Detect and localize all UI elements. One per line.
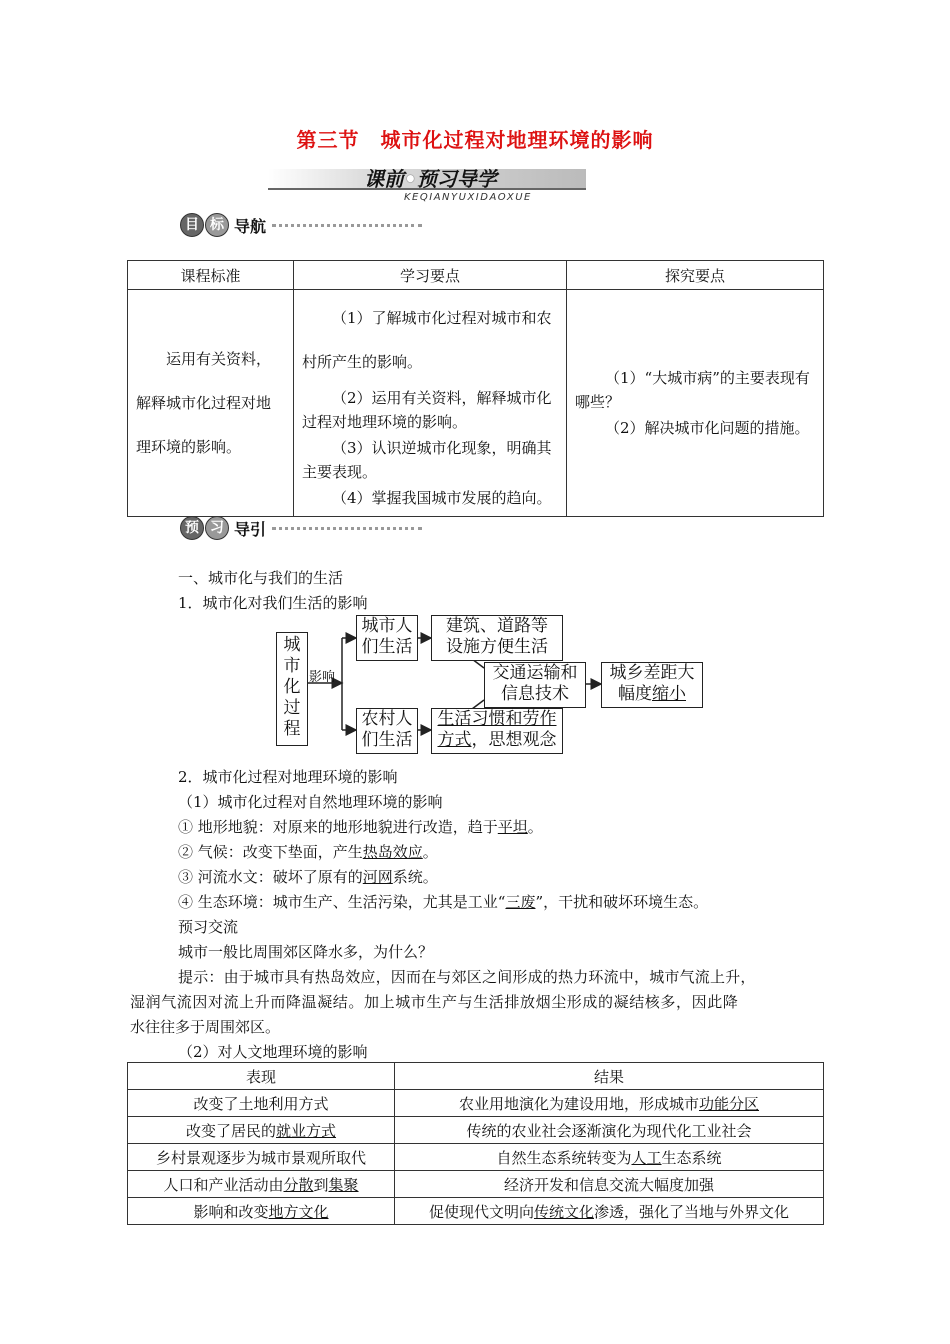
urban-life-box: 城市人们生活	[356, 615, 418, 661]
learning-point: （4）掌握我国城市发展的趋向。	[332, 489, 552, 507]
table-header-row	[128, 261, 824, 290]
learning-point: （1）了解城市化过程对城市和农村所产生的影响。	[302, 309, 552, 371]
tech-box	[484, 662, 586, 708]
process-box	[276, 632, 308, 746]
explore-point: （1）“大城市病”的主要表现有哪些？	[575, 369, 810, 411]
explore-point: （2）解决城市化问题的措施。	[605, 419, 810, 437]
banner-dot: •	[404, 167, 417, 191]
table-cell	[395, 1144, 824, 1171]
cell-text-end: 渗透，强化了当地与外界文化	[594, 1202, 790, 1221]
cell-text: 农业用地演化为建设用地，形成城市	[458, 1094, 699, 1113]
section-preview-guide	[180, 513, 422, 543]
banner-title-a: 课前	[364, 167, 404, 191]
rural-effect-b2: ，思想观念	[471, 730, 557, 750]
table-row	[128, 1144, 824, 1171]
section-badge: 目	[180, 213, 204, 237]
standard-cell	[128, 290, 294, 517]
list-item	[178, 841, 438, 862]
table-cell	[395, 1117, 824, 1144]
section-label: 导引	[234, 519, 267, 539]
cell-text: 乡村景观逐步为城市景观所取代	[155, 1148, 366, 1167]
list-item	[178, 891, 708, 912]
learning-point: （2）运用有关资料，解释城市化过程对地理环境的影响。	[302, 389, 552, 431]
cell-answer: 传统文化	[533, 1202, 594, 1221]
heading-life-impact: 1．城市化对我们生活的影响	[178, 594, 368, 612]
human-impact-table	[127, 1062, 824, 1225]
subheading-natural: （1）城市化过程对自然地理环境的影响	[178, 793, 443, 811]
cell-text: 改变了居民的	[185, 1121, 276, 1140]
heading-urbanization-life: 一、城市化与我们的生活	[178, 569, 344, 587]
result-b1: 幅度	[618, 684, 652, 704]
urban-effect-b: 设施方便生活	[446, 637, 548, 657]
cell-answer: 集聚	[328, 1175, 359, 1194]
cell-text: 改变了土地利用方式	[193, 1094, 329, 1113]
rural-effect-a1: 生活习惯和	[437, 709, 523, 729]
section-target-nav	[180, 210, 422, 240]
item-answer: 河网	[362, 868, 393, 886]
table-header: 课程标准	[128, 261, 294, 290]
cell-text: 影响和改变	[193, 1202, 269, 1221]
table-header: 探究要点	[567, 261, 824, 290]
cell-answer: 就业方式	[276, 1121, 337, 1140]
rural-effect-box	[431, 708, 563, 754]
question-text: 城市一般比周围郊区降水多，为什么？	[178, 943, 434, 961]
cell-text: 经济开发和信息交流大幅度加强	[503, 1175, 714, 1194]
cell-text: 促使现代文明向	[428, 1202, 534, 1221]
cell-answer: 功能分区	[699, 1094, 760, 1113]
table-row	[128, 1117, 824, 1144]
table-cell	[395, 1198, 824, 1225]
item-text: ③ 河流水文：破坏了原有的	[178, 868, 363, 886]
cell-text-mid: 到	[313, 1175, 329, 1194]
heading-env-impact: 2．城市化过程对地理环境的影响	[178, 768, 398, 786]
section-banner	[268, 163, 586, 203]
tech-b: 信息技术	[501, 684, 569, 704]
rural-effect-b1: 方式	[437, 730, 472, 750]
exchange-title: 预习交流	[178, 918, 239, 936]
table-row	[128, 1090, 824, 1117]
banner-pinyin: KEQIANYUXIDAOXUE	[404, 192, 532, 203]
section-badge: 习	[205, 516, 229, 540]
tech-a: 交通运输和	[492, 663, 578, 683]
item-text-end: 系统。	[392, 868, 438, 886]
urban-effect-box	[431, 615, 563, 661]
list-item	[178, 816, 543, 837]
table-row	[128, 1171, 824, 1198]
item-text: ④ 生态环境：城市生产、生活污染，尤其是工业“	[178, 893, 506, 911]
standard-text: 运用有关资料，解释城市化过程对地理环境的影响。	[136, 350, 272, 456]
cell-text: 传统的农业社会逐渐演化为现代化工业社会	[466, 1121, 752, 1140]
table-cell	[395, 1090, 824, 1117]
table-cell	[128, 1144, 395, 1171]
banner-title-b: 预习导学	[416, 167, 497, 191]
urban-effect-a: 建筑、道路等	[446, 616, 548, 636]
explore-cell	[567, 290, 824, 517]
item-text-end: 。	[527, 818, 543, 836]
learning-point: （3）认识逆城市化现象，明确其主要表现。	[302, 439, 552, 481]
arrow-label: 影响	[309, 670, 336, 685]
process-label: 城市化过程	[283, 635, 301, 739]
answer-line: 提示：由于城市具有热岛效应，因而在与郊区之间形成的热力环流中，城市气流上升，	[178, 968, 756, 986]
answer-line: 湿润气流因对流上升而降温凝结。加上城市生产与生活排放烟尘形成的凝结核多，因此降	[130, 993, 739, 1011]
item-text-end: 。	[422, 843, 438, 861]
result-box	[601, 662, 703, 708]
item-text: ① 地形地貌：对原来的地形地貌进行改造，趋于	[178, 818, 498, 836]
section-badge: 预	[180, 516, 204, 540]
cell-text: 人口和产业活动由	[163, 1175, 284, 1194]
section-badge: 标	[205, 213, 229, 237]
rural-life-box: 农村人们生活	[356, 708, 418, 754]
answer-line: 水往往多于周围郊区。	[130, 1018, 281, 1036]
cell-text: 自然生态系统转变为	[496, 1148, 632, 1167]
table-cell	[128, 1090, 395, 1117]
urbanization-flowchart	[276, 608, 716, 768]
page-title: 第三节 城市化过程对地理环境的影响	[296, 128, 654, 152]
item-answer: 三废	[505, 893, 536, 911]
item-text: ② 气候：改变下垫面，产生	[178, 843, 363, 861]
cell-text-end: 生态系统	[661, 1148, 722, 1167]
table-row	[128, 1198, 824, 1225]
table-cell	[128, 1171, 395, 1198]
dotted-divider	[272, 527, 422, 530]
table-cell	[128, 1117, 395, 1144]
rural-effect-a2: 劳作	[522, 709, 557, 729]
objectives-table	[127, 260, 824, 517]
item-text-end: ”，干扰和破坏环境生态。	[535, 893, 709, 911]
result-a: 城乡差距大	[609, 663, 695, 683]
table-header-row	[128, 1063, 824, 1090]
cell-answer: 地方文化	[268, 1202, 329, 1221]
section-label: 导航	[234, 216, 267, 236]
dotted-divider	[272, 224, 422, 227]
table-header: 学习要点	[294, 261, 567, 290]
item-answer: 热岛效应	[362, 843, 423, 861]
table-cell	[395, 1171, 824, 1198]
result-b2: 缩小	[652, 684, 686, 704]
cell-answer: 人工	[631, 1148, 662, 1167]
cell-answer: 分散	[283, 1175, 314, 1194]
table-header: 结果	[395, 1063, 824, 1090]
banner-title	[364, 163, 497, 192]
table-header: 表现	[128, 1063, 395, 1090]
points-cell	[294, 290, 567, 517]
list-item	[178, 866, 438, 887]
table-row	[128, 290, 824, 517]
subheading-human: （2）对人文地理环境的影响	[178, 1043, 368, 1061]
item-answer: 平坦	[497, 818, 528, 836]
table-cell	[128, 1198, 395, 1225]
